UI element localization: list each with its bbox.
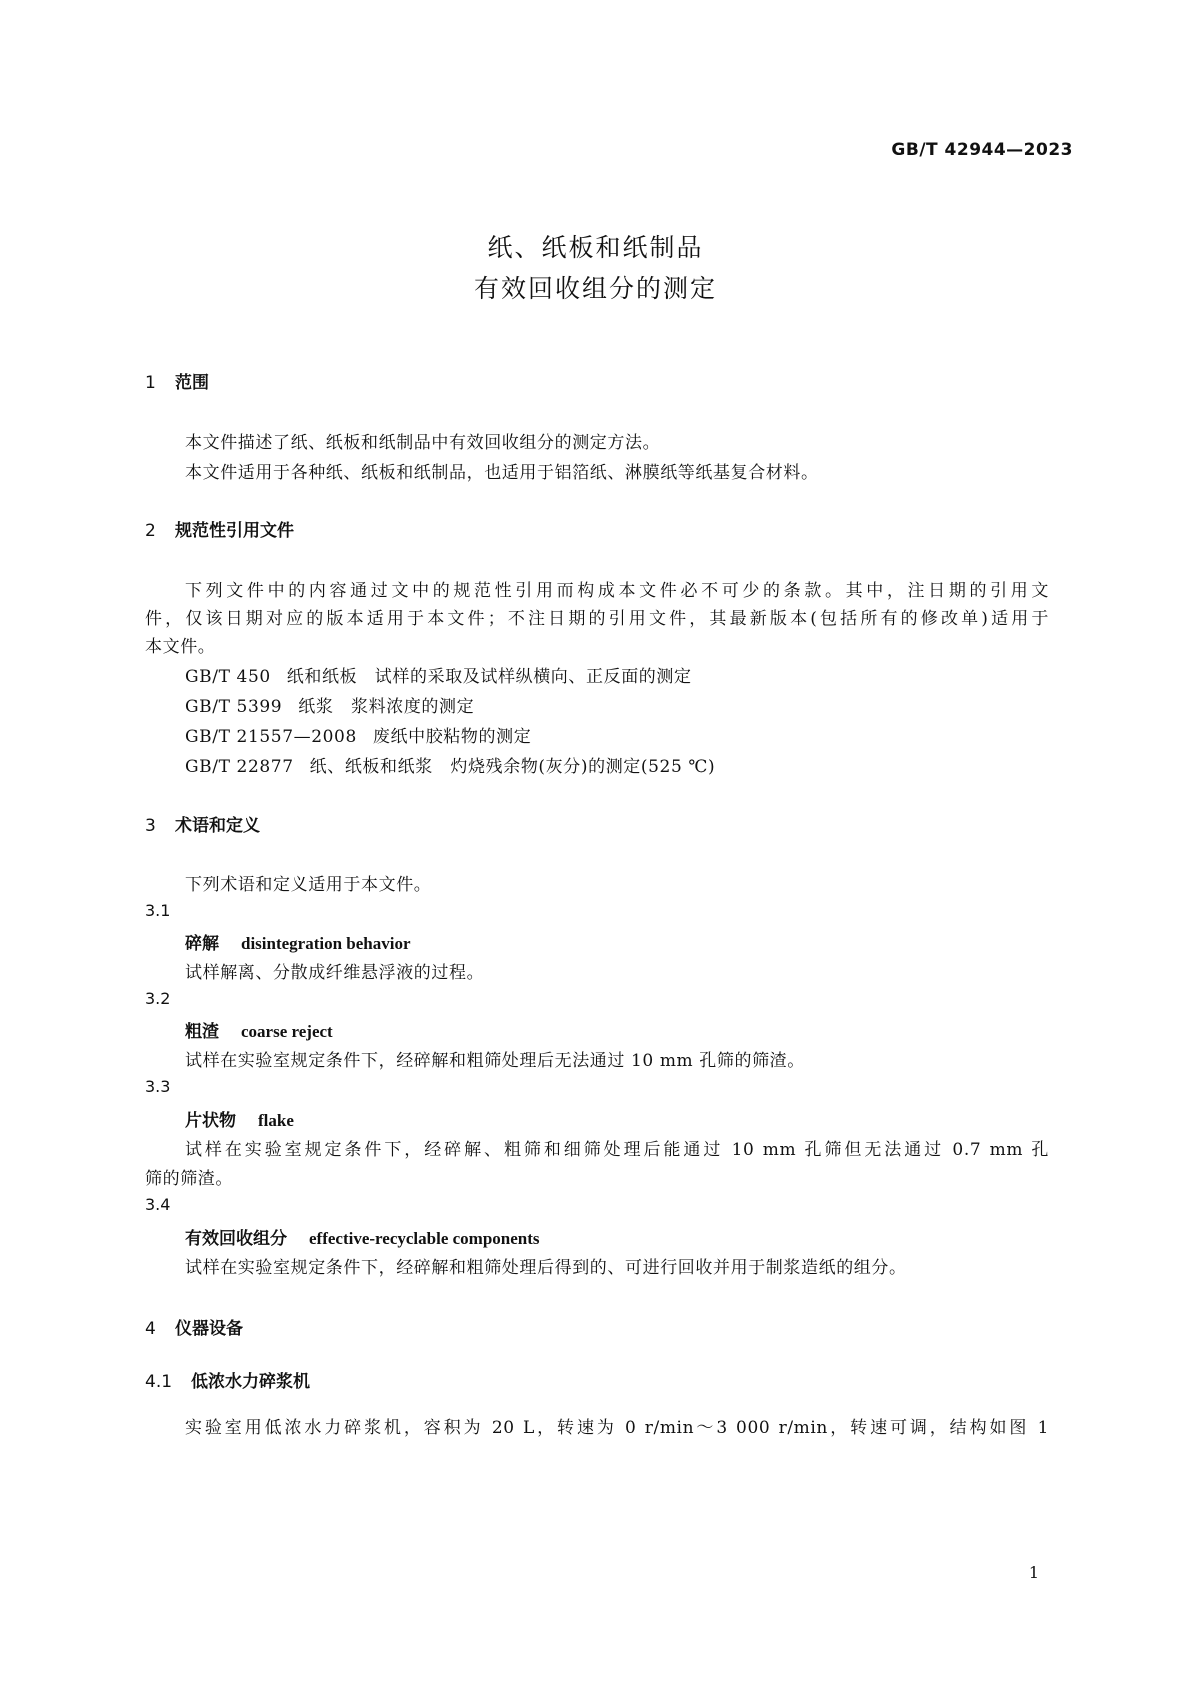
term-definition [185,1135,1049,1160]
section-title: 术语和定义 [175,816,260,836]
reference-code: GB/T 21557—2008 [185,727,357,747]
reference-code: GB/T 5399 [185,697,283,717]
term-definition: 试样在实验室规定条件下，经碎解和粗筛处理后得到的、可进行回收并用于制浆造纸的组分。 [185,1258,907,1278]
term-en: disintegration behavior [241,934,411,953]
term-en: flake [258,1111,294,1130]
term-definition-continued: 筛的筛渣。 [145,1169,233,1189]
subsection-title: 低浓水力碎浆机 [191,1372,310,1392]
text-line: 下列文件中的内容通过文中的规范性引用而构成本文件必不可少的条款。其中，注日期的引用文 [185,581,1049,601]
section-title: 规范性引用文件 [175,521,294,541]
text-line: 件，仅该日期对应的版本适用于本文件；不注日期的引用文件，其最新版本(包括所有的修改单)适用于 [145,609,1049,629]
section-number: 3 [145,816,156,836]
reference-title: 纸、纸板和纸浆 灼烧残余物(灰分)的测定(525 ℃) [309,757,716,777]
section-4-heading [145,1314,243,1339]
text-line: 试样在实验室规定条件下，经碎解、粗筛和细筛处理后能通过 10 mm 孔筛但无法通过 0.7 mm 孔 [185,1140,1049,1160]
section-number: 2 [145,521,156,541]
paragraph: 下列术语和定义适用于本文件。 [185,875,432,895]
section-2-heading [145,516,294,541]
paragraph: 本文件描述了纸、纸板和纸制品中有效回收组分的测定方法。 [185,433,661,453]
document-title-line2: 有效回收组分的测定 [473,274,717,303]
standard-number: GB/T 42944—2023 [891,140,1073,160]
term-zh: 片状物 [185,1111,236,1131]
reference-title: 纸和纸板 试样的采取及试样纵横向、正反面的测定 [286,667,692,687]
reference-code: GB/T 22877 [185,757,294,777]
term-entry [185,929,411,954]
term-en: coarse reject [241,1022,333,1041]
term-entry [185,1106,294,1131]
reference-title: 废纸中胶粘物的测定 [372,727,532,747]
reference-item [185,752,715,777]
subsection-number: 4.1 [145,1372,173,1392]
term-number: 3.4 [145,1195,171,1214]
term-definition: 试样在实验室规定条件下，经碎解和粗筛处理后无法通过 10 mm 孔筛的筛渣。 [185,1051,805,1071]
term-entry [185,1017,333,1042]
term-entry [185,1224,540,1249]
section-3-heading [145,811,260,836]
reference-item [185,662,692,687]
section-number: 4 [145,1319,156,1339]
section-title: 仪器设备 [175,1319,243,1339]
term-en: effective-recyclable components [309,1229,540,1248]
page-number: 1 [1028,1563,1039,1582]
text-line: 实验室用低浓水力碎浆机，容积为 20 L，转速为 0 r/min～3 000 r/min，转速可调，结构如图 1 [185,1418,1049,1438]
subsection-4-1-heading [145,1367,310,1392]
term-definition: 试样解离、分散成纤维悬浮液的过程。 [185,963,485,983]
paragraph: 本文件适用于各种纸、纸板和纸制品，也适用于铝箔纸、淋膜纸等纸基复合材料。 [185,463,819,483]
paragraph-line: 本文件。 [145,637,216,657]
term-number: 3.3 [145,1077,171,1096]
section-1-heading [145,368,209,393]
term-zh: 粗渣 [185,1022,219,1042]
term-zh: 有效回收组分 [185,1229,287,1249]
term-number: 3.1 [145,901,171,920]
reference-item [185,722,531,747]
term-number: 3.2 [145,989,171,1008]
paragraph [185,1413,1049,1438]
document-title-line1: 纸、纸板和纸制品 [487,233,704,262]
term-zh: 碎解 [185,934,219,954]
section-title: 范围 [175,373,209,393]
paragraph-line [145,576,1049,601]
paragraph-line [145,604,1049,629]
reference-code: GB/T 450 [185,667,271,687]
reference-title: 纸浆 浆料浓度的测定 [298,697,475,717]
section-number: 1 [145,373,156,393]
reference-item [185,692,474,717]
